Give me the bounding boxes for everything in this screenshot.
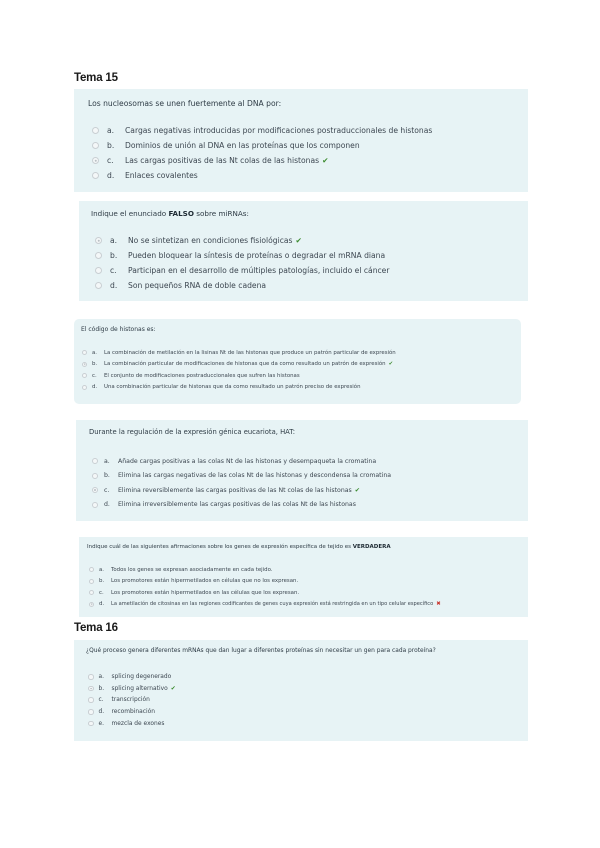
question-text: El código de histonas es: (81, 326, 156, 333)
answer-text: Añade cargas positivas a las colas Nt de las histonas y desempaqueta la cromatina (118, 457, 377, 465)
question-card (79, 537, 528, 617)
radio-button[interactable] (88, 721, 94, 727)
answer-text: Dominios de unión al DNA en las proteínas que los componen (125, 141, 360, 150)
answer-option[interactable] (88, 706, 176, 718)
answer-option[interactable] (88, 718, 176, 730)
answer-option-selected[interactable] (88, 683, 176, 695)
radio-button-checked[interactable] (92, 487, 98, 493)
answer-text: Enlaces covalentes (125, 171, 198, 180)
answer-text: Todos los genes se expresan asociadamente en cada tejido. (111, 566, 273, 573)
answer-list (88, 671, 176, 729)
answer-option[interactable] (89, 564, 441, 576)
answer-option[interactable] (88, 671, 176, 683)
answer-list (92, 454, 391, 512)
radio-button[interactable] (82, 373, 87, 378)
answer-option[interactable] (92, 123, 432, 138)
question-card (79, 201, 528, 301)
check-mark-icon: ✔ (354, 486, 360, 494)
answer-letter: d. (104, 501, 110, 509)
answer-option-selected[interactable] (92, 153, 432, 168)
radio-button[interactable] (88, 674, 94, 680)
answer-option-selected[interactable] (92, 483, 391, 498)
radio-button[interactable] (89, 590, 94, 595)
answer-letter: c. (107, 156, 114, 165)
radio-button[interactable] (95, 252, 102, 259)
answer-text: Son pequeños RNA de doble cadena (128, 281, 267, 290)
answer-option[interactable] (82, 370, 396, 382)
question-text: Indique el enunciado FALSO sobre miRNAs: (91, 209, 249, 218)
question-text: Durante la regulación de la expresión génica eucariota, HAT: (89, 428, 296, 436)
answer-letter: c. (104, 486, 110, 494)
radio-button[interactable] (92, 127, 99, 134)
answer-letter: a. (110, 236, 118, 245)
answer-option[interactable] (82, 382, 396, 394)
answer-text: No se sintetizan en condiciones fisiológicas (128, 236, 293, 245)
radio-button[interactable] (82, 385, 87, 390)
answer-letter: c. (98, 697, 104, 704)
radio-button[interactable] (92, 458, 98, 464)
check-mark-icon: ✔ (322, 156, 329, 165)
answer-text: recombinación (111, 708, 155, 715)
answer-option[interactable] (95, 248, 389, 263)
question-text: Indique cuál de las siguientes afirmaciones sobre los genes de expresión específica de tejido es VERDADERA (87, 544, 391, 550)
answer-option[interactable] (92, 138, 432, 153)
check-mark-icon: ✔ (388, 361, 394, 368)
question-card (76, 420, 528, 521)
answer-list (89, 564, 441, 610)
answer-letter: c. (99, 589, 104, 596)
answer-letter: a. (104, 457, 110, 465)
answer-letter: b. (92, 361, 98, 368)
answer-letter: a. (92, 349, 98, 356)
answer-text: Elimina reversiblemente las cargas positivas de las Nt colas de las histonas (118, 486, 352, 494)
answer-letter: a. (107, 126, 115, 135)
answer-option[interactable] (82, 347, 396, 359)
answer-option[interactable] (92, 454, 391, 469)
answer-text: La combinación de metilación en la lisinas Nt de las histonas que produce un patrón particular de expresión (104, 349, 396, 356)
answer-text: mezcla de exones (111, 720, 165, 727)
answer-letter: d. (110, 281, 118, 290)
answer-text: Los promotores están hipermetilados en las células que los expresan. (111, 589, 300, 596)
question-card (74, 640, 528, 741)
answer-letter: d. (98, 708, 105, 715)
answer-letter: b. (107, 141, 115, 150)
check-mark-icon: ✔ (170, 685, 176, 692)
answer-text: El conjunto de modificaciones postraduccionales que sufren las histonas (104, 372, 300, 379)
answer-letter: b. (98, 685, 105, 692)
answer-option-selected[interactable] (89, 599, 441, 611)
answer-text: Elimina irreversiblemente las cargas positivas de las colas Nt de las histonas (118, 501, 356, 509)
answer-letter: a. (98, 673, 104, 680)
answer-option-selected[interactable] (82, 359, 396, 371)
answer-letter: b. (99, 578, 105, 585)
answer-option[interactable] (92, 168, 432, 183)
answer-list (82, 347, 396, 393)
answer-text: La combinación particular de modificaciones de histonas que da como resultado un patrón de expresión (104, 361, 386, 368)
question-text: Los nucleosomas se unen fuertemente al DNA por: (88, 99, 282, 108)
answer-text: Participan en el desarrollo de múltiples patologías, incluido el cáncer (128, 266, 390, 275)
answer-text: transcripción (111, 697, 150, 704)
radio-button[interactable] (92, 473, 98, 479)
radio-button-checked[interactable] (95, 237, 102, 244)
answer-option[interactable] (88, 694, 176, 706)
radio-button-checked[interactable] (88, 686, 94, 692)
answer-text: Elimina las cargas negativas de las colas Nt de las histonas y descondensa la cromatina (118, 472, 392, 480)
answer-text: Cargas negativas introducidas por modificaciones postraduccionales de histonas (125, 126, 433, 135)
answer-option[interactable] (92, 469, 391, 484)
radio-button[interactable] (89, 579, 94, 584)
radio-button[interactable] (82, 350, 87, 355)
answer-option[interactable] (89, 576, 441, 588)
answer-text: Una combinación particular de histonas que da como resultado un patrón preciso de expresión (104, 384, 361, 391)
answer-letter: c. (110, 266, 117, 275)
answer-letter: d. (92, 384, 98, 391)
answer-letter: b. (104, 472, 110, 480)
section-title-tema-15: Tema 15 (74, 72, 118, 84)
answer-letter: a. (99, 566, 105, 573)
answer-list (95, 233, 389, 293)
radio-button[interactable] (95, 282, 102, 289)
radio-button[interactable] (89, 567, 94, 572)
answer-text: Los promotores están hipermetilados en células que no los expresan. (111, 578, 299, 585)
radio-button[interactable] (88, 697, 94, 703)
section-title-tema-16: Tema 16 (74, 622, 118, 634)
answer-option[interactable] (95, 263, 389, 278)
check-mark-icon: ✔ (295, 236, 302, 245)
question-card (74, 319, 521, 404)
answer-text: splicing degenerado (111, 673, 172, 680)
answer-letter: d. (99, 601, 105, 608)
answer-text: splicing alternativo (111, 685, 168, 692)
cross-mark-icon: ✖ (436, 601, 441, 608)
answer-list (92, 123, 432, 183)
answer-option-selected[interactable] (95, 233, 389, 248)
answer-text: Las cargas positivas de las Nt colas de las histonas (125, 156, 320, 165)
question-card (74, 89, 528, 192)
answer-letter: d. (107, 171, 115, 180)
radio-button[interactable] (92, 142, 99, 149)
answer-text: La ametilación de citosinas en las regiones codificantes de genes cuya expresión está restringida en un tipo celular específico (111, 601, 434, 608)
answer-text: Pueden bloquear la síntesis de proteínas o degradar el mRNA diana (128, 251, 386, 260)
answer-option[interactable] (89, 587, 441, 599)
answer-letter: b. (110, 251, 118, 260)
radio-button[interactable] (95, 267, 102, 274)
radio-button-checked[interactable] (82, 362, 87, 367)
radio-button[interactable] (92, 172, 99, 179)
radio-button-checked[interactable] (89, 602, 94, 607)
answer-option[interactable] (95, 278, 389, 293)
answer-option[interactable] (92, 498, 391, 513)
radio-button[interactable] (88, 709, 94, 715)
answer-letter: c. (92, 372, 97, 379)
question-text: ¿Qué proceso genera diferentes mRNAs que dan lugar a diferentes proteínas sin necesitar un gen para cada proteína? (86, 648, 436, 654)
radio-button-checked[interactable] (92, 157, 99, 164)
answer-letter: e. (98, 720, 104, 727)
radio-button[interactable] (92, 502, 98, 508)
